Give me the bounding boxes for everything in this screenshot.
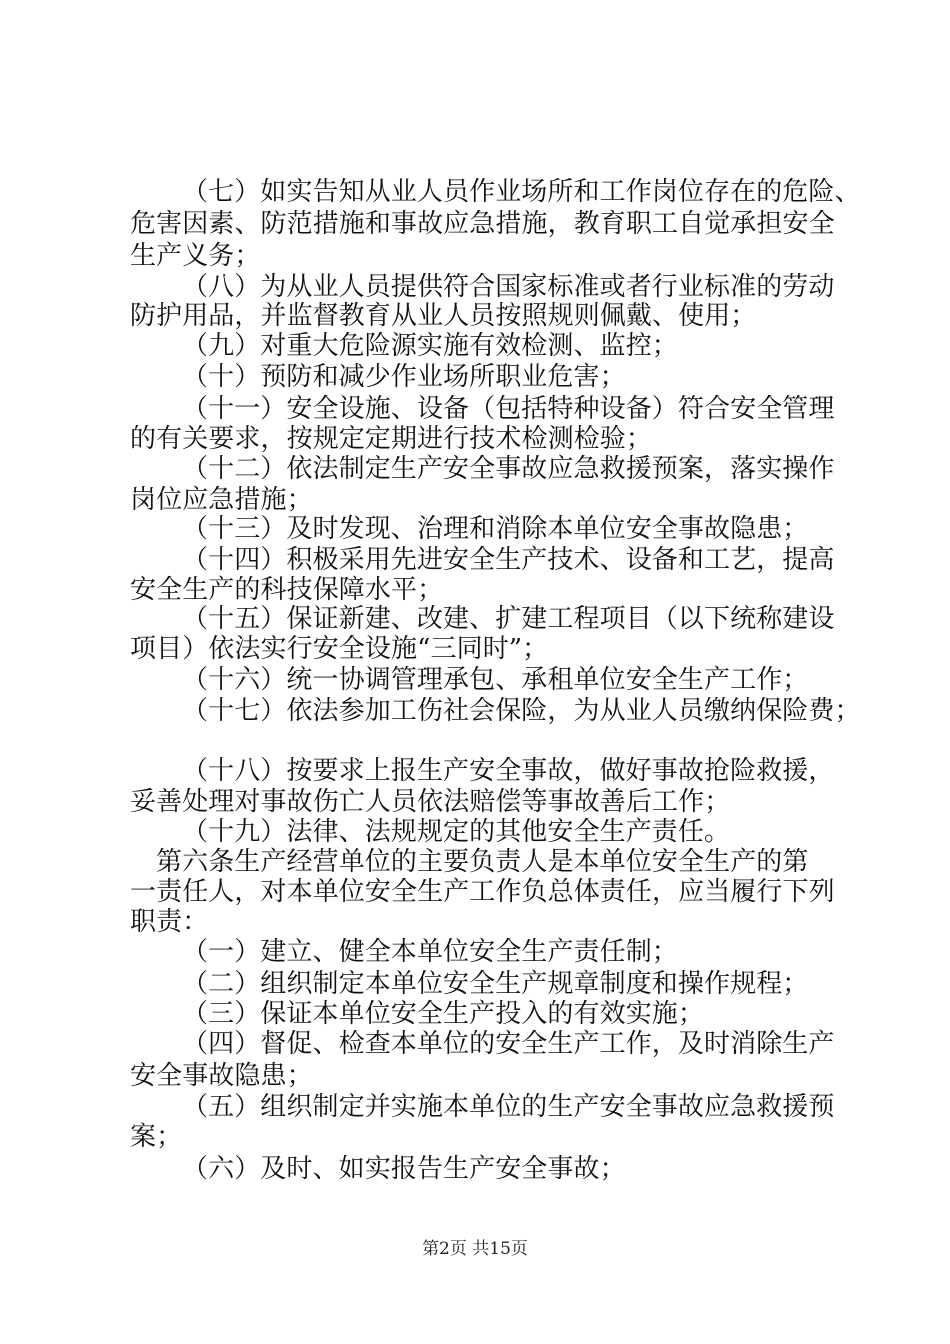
text-line: （十三）及时发现、治理和消除本单位安全事故隐患； <box>182 514 809 544</box>
text-line: （五）组织制定并实施本单位的生产安全事故应急救援预 <box>182 1092 835 1122</box>
text-line: （三）保证本单位安全生产投入的有效实施； <box>182 999 705 1029</box>
text-line: 岗位应急措施； <box>130 485 313 515</box>
text-line: 案； <box>130 1122 183 1152</box>
text-line: 项目）依法实行安全设施“三同时”； <box>130 634 549 664</box>
text-line: 安全事故隐患； <box>130 1061 313 1091</box>
text-line: 第六条生产经营单位的主要负责人是本单位安全生产的第 <box>156 847 809 877</box>
text-line: （十四）积极采用先进安全生产技术、设备和工艺，提高 <box>182 545 835 575</box>
text-line: 防护用品，并监督教育从业人员按照规则佩戴、使用； <box>130 301 757 331</box>
text-line: （一）建立、健全本单位安全生产责任制； <box>182 937 678 967</box>
text-line: （六）及时、如实报告生产安全事故； <box>182 1154 626 1184</box>
text-line: 危害因素、防范措施和事故应急措施，教育职工自觉承担安全 <box>130 209 835 239</box>
text-line: （二）组织制定本单位安全生产规章制度和操作规程； <box>182 969 809 999</box>
text-line: （七）如实告知从业人员作业场所和工作岗位存在的危险、 <box>182 177 861 207</box>
text-line: 妥善处理对事故伤亡人员依法赔偿等事故善后工作； <box>130 787 731 817</box>
text-line: （十九）法律、法规规定的其他安全生产责任。 <box>182 817 731 847</box>
text-line: （十）预防和减少作业场所职业危害； <box>182 362 626 392</box>
page-number-footer: 第2页 共15页 <box>422 1239 528 1259</box>
text-line: （十七）依法参加工伤社会保险，为从业人员缴纳保险费； <box>182 696 861 726</box>
text-line: （八）为从业人员提供符合国家标准或者行业标准的劳动 <box>182 272 835 302</box>
text-line: （十六）统一协调管理承包、承租单位安全生产工作； <box>182 665 809 695</box>
text-line: （十八）按要求上报生产安全事故，做好事故抢险救援， <box>182 756 835 786</box>
text-line: （九）对重大危险源实施有效检测、监控； <box>182 331 678 361</box>
text-line: （十一）安全设施、设备（包括特种设备）符合安全管理 <box>182 394 835 424</box>
text-line: （十五）保证新建、改建、扩建工程项目（以下统称建设 <box>182 604 835 634</box>
text-line: （十二）依法制定生产安全事故应急救援预案，落实操作 <box>182 454 835 484</box>
text-line: 生产义务； <box>130 241 261 271</box>
text-line: 一责任人，对本单位安全生产工作负总体责任，应当履行下列 <box>130 877 835 907</box>
text-line: 安全生产的科技保障水平； <box>130 575 444 605</box>
text-line: （四）督促、检查本单位的安全生产工作，及时消除生产 <box>182 1029 835 1059</box>
text-line: 职责： <box>130 907 209 937</box>
text-line: 的有关要求，按规定定期进行技术检测检验； <box>130 424 653 454</box>
